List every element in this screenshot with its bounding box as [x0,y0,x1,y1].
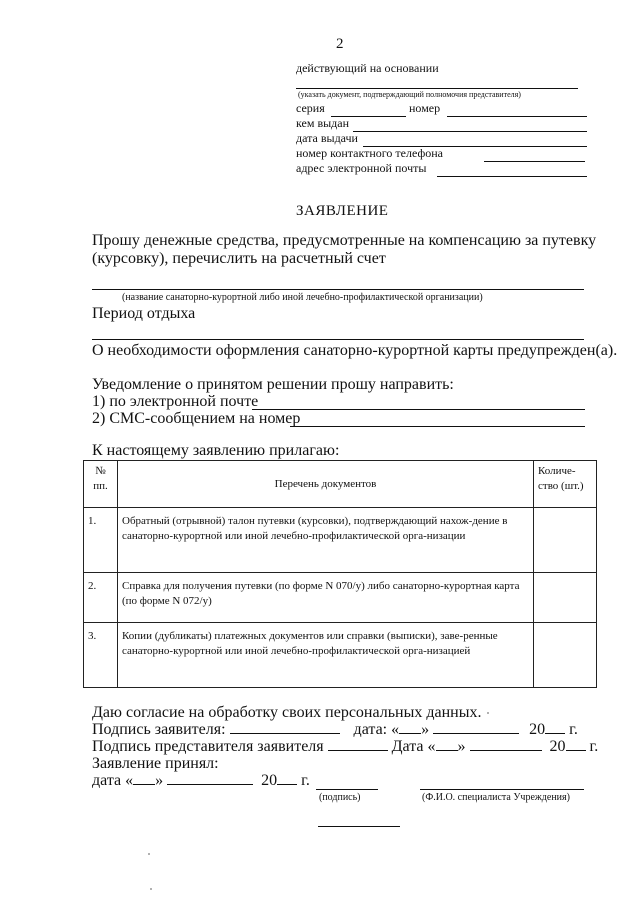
open-quote: « [125,772,134,789]
email-field[interactable] [437,176,587,177]
scan-speck [150,888,152,890]
year-prefix: 20 [549,738,566,755]
row-quantity-field[interactable] [534,573,597,623]
received-year-field[interactable] [277,772,297,785]
specialist-signature-field[interactable] [316,789,378,790]
acting-basis-label: действующий на основании [296,61,439,75]
scan-speck [148,853,150,855]
specialist-name-field[interactable] [420,789,584,790]
organization-hint: (название санаторно-курортной либо иной лечебно-профилактической организации) [122,292,483,303]
rep-month-field[interactable] [470,738,542,751]
request-line-2: (курсовку), перечислить на расчетный счет [92,250,386,267]
applicant-signature-field[interactable] [230,721,340,734]
phone-label: номер контактного телефона [296,146,443,160]
year-suffix: г. [301,772,310,789]
consent-text: Даю согласие на обработку своих персональных данных. [92,704,482,721]
year-suffix: г. [589,738,599,755]
notify-sms-field[interactable] [290,426,585,427]
received-day-field[interactable] [133,772,155,785]
page-number: 2 [336,36,344,52]
account-field[interactable] [92,289,584,290]
sign-applicant-label: Подпись заявителя: [92,721,226,738]
document-line[interactable] [296,88,578,89]
date-lower-label: дата [92,772,122,789]
row-document: Справка для получения путевки (по форме N 070/у) либо санаторно-курортная карта (по форме N 072/у) [118,573,534,623]
scan-speck [487,712,489,714]
year-suffix: г. [569,721,578,738]
issued-by-label: кем выдан [296,116,350,130]
issued-by-field[interactable] [353,131,587,132]
column-header-number: № пп. [84,461,118,508]
table-row [84,573,597,623]
signature-hint: (подпись) [319,792,361,803]
day-field[interactable] [399,721,421,734]
row-number: 1. [84,508,118,573]
row-document: Копии (дубликаты) платежных документов или справки (выписки), заве-ренные санаторно-курортной или иной лечебно-профилактической орга-низацией [118,623,534,688]
close-quote: » [155,772,164,789]
extra-signature-line[interactable] [318,826,400,827]
document-hint: (указать документ, подтверждающий полномочия представителя) [298,90,521,99]
row-number: 3. [84,623,118,688]
close-quote: » [457,738,466,755]
table-row [84,508,597,573]
rep-year-field[interactable] [566,738,586,751]
date-label: дата: [353,721,388,738]
year-prefix: 20 [529,721,546,738]
rep-day-field[interactable] [436,738,458,751]
notify-email-field[interactable] [252,409,585,410]
column-header-quantity: Количе-ство (шт.) [534,461,597,508]
rest-period-field[interactable] [92,339,584,340]
request-line-1: Прошу денежные средства, предусмотренные на компенсацию за путевку [92,232,597,249]
notify-sms-label: 2) СМС-сообщением на номер [92,410,301,427]
notify-email-label: 1) по электронной почте [92,393,259,410]
issue-date-label: дата выдачи [296,131,358,145]
page-title: ЗАЯВЛЕНИЕ [296,203,389,219]
received-label: Заявление принял: [92,755,219,772]
sign-rep-row [92,738,598,756]
received-date-row [92,772,310,790]
row-quantity-field[interactable] [534,623,597,688]
phone-field[interactable] [484,161,585,162]
row-document: Обратный (отрывной) талон путевки (курсовки), подтверждающий нахож-дение в санаторно-курортной или иной лечебно-профилактической орга-низации [118,508,534,573]
year-prefix: 20 [261,772,278,789]
open-quote: « [391,721,400,738]
sign-applicant-row [92,721,578,739]
attach-title: К настоящему заявлению прилагаю: [92,442,340,459]
row-number: 2. [84,573,118,623]
rep-signature-field[interactable] [328,738,388,751]
email-label: адрес электронной почты [296,161,427,175]
month-field[interactable] [433,721,519,734]
year-field[interactable] [545,721,565,734]
table-row [84,623,597,688]
open-quote: « [427,738,436,755]
date-label-cap: Дата [391,738,424,755]
row-quantity-field[interactable] [534,508,597,573]
table-header-row [84,461,597,508]
close-quote: » [421,721,430,738]
documents-table [83,460,597,688]
sign-rep-label: Подпись представителя заявителя [92,738,324,755]
warning-text: О необходимости оформления санаторно-курортной карты предупрежден(а). [92,342,618,359]
column-header-documents: Перечень документов [118,461,534,508]
number-field[interactable] [447,116,587,117]
notify-title: Уведомление о принятом решении прошу направить: [92,376,454,393]
fio-hint: (Ф.И.О. специалиста Учреждения) [422,792,570,803]
series-label: серия [296,101,325,115]
rest-period-label: Период отдыха [92,305,196,322]
number-label: номер [409,101,441,115]
received-month-field[interactable] [167,772,253,785]
